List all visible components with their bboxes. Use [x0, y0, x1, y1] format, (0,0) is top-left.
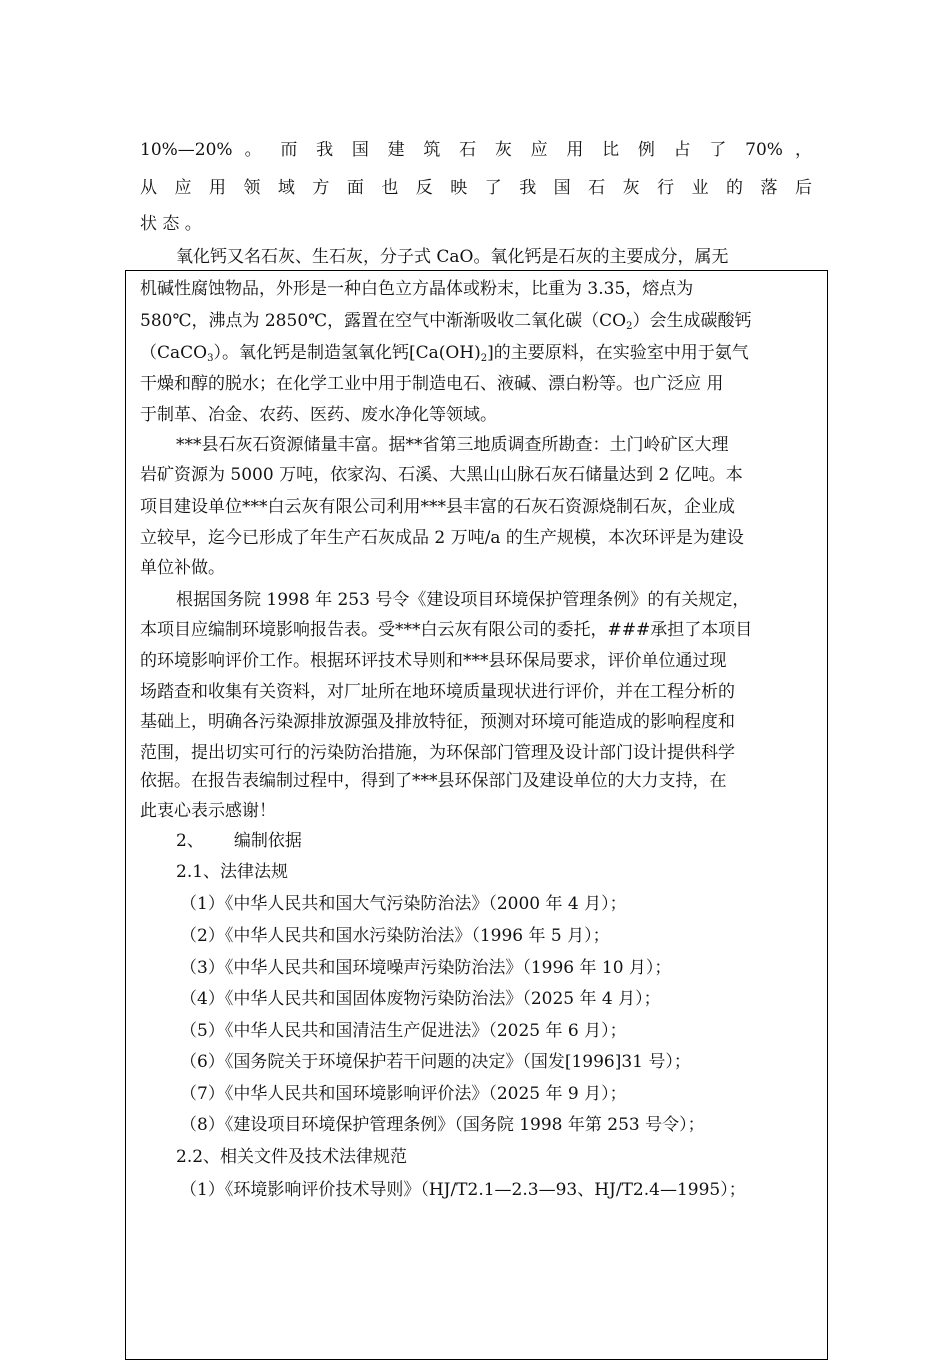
subsection-heading: 2.1、法律法规	[176, 862, 289, 882]
paragraph-line: 580℃，沸点为 2850℃，露置在空气中渐渐吸收二氧化碳$(CO_2)$会生成碳酸钙	[140, 311, 752, 332]
paragraph-line: 场踏查和收集有关资料，对厂址所在地环境质量现状进行评价，并在工程分析的	[140, 682, 735, 702]
paragraph-line: （CaCO$_3$）。氧化钙是制造氢氧化钙$[Ca(OH)_2]$的主要原料，在实验室中用于氨气	[140, 343, 749, 364]
section-heading: 2、 编制依据	[176, 831, 302, 851]
paragraph-line: 项目建设单位***白云灰有限公司利用***县丰富的石灰石资源烧制石灰，企业成	[140, 497, 735, 517]
paragraph-line: 根据国务院 1998 年 253 号令《建设项目环境保护管理条例》的有关规定，	[176, 590, 750, 610]
paragraph-line: 机碱性腐蚀物品，外形是一种白色立方晶体或粉末，比重为 3.35，熔点为	[140, 279, 694, 299]
list-item: （8）《建设项目环境保护管理条例》（国务院 1998 年第 253 号令）；	[180, 1115, 705, 1135]
paragraph-line: 氧化钙又名石灰、生石灰，分子式 CaO。氧化钙是石灰的主要成分，属无	[176, 247, 729, 267]
text-line: 状 态 。	[140, 214, 202, 234]
list-item: （1）《中华人民共和国大气污染防治法》（2000 年 4 月）；	[180, 894, 627, 914]
text-line: 从 应 用 领 域 方 面 也 反 映 了 我 国 石 灰 行 业 的 落 后	[140, 178, 812, 198]
subsection-heading: 2.2、相关文件及技术法律规范	[176, 1147, 408, 1167]
list-item: （3）《中华人民共和国环境噪声污染防治法》（1996 年 10 月）；	[180, 958, 672, 978]
paragraph-line: 于制革、冶金、农药、医药、废水净化等领域。	[140, 405, 497, 425]
paragraph-line: 单位补做。	[140, 558, 225, 578]
list-item: （5）《中华人民共和国清洁生产促进法》（2025 年 6 月）；	[180, 1021, 627, 1041]
paragraph-line: 干燥和醇的脱水；在化学工业中用于制造电石、液碱、漂白粉等。也广泛应 用	[140, 374, 724, 394]
list-item: （7）《中华人民共和国环境影响评价法》（2025 年 9 月）；	[180, 1084, 627, 1104]
paragraph-line: 岩矿资源为 5000 万吨，依家沟、石溪、大黑山山脉石灰石储量达到 2 亿吨。本	[140, 465, 743, 485]
paragraph-line: 依据。在报告表编制过程中，得到了***县环保部门及建设单位的大力支持，在	[140, 771, 727, 791]
list-item: （2）《中华人民共和国水污染防治法》（1996 年 5 月）；	[180, 926, 610, 946]
paragraph-line: 范围，提出切实可行的污染防治措施，为环保部门管理及设计部门设计提供科学	[140, 743, 735, 763]
text-line: 10%—20% 。 而 我 国 建 筑 石 灰 应 用 比 例 占 了 70% ，	[140, 140, 812, 160]
paragraph-line: 本项目应编制环境影响报告表。受***白云灰有限公司的委托，###承担了本项目	[140, 620, 753, 640]
paragraph-line: ***县石灰石资源储量丰富。据**省第三地质调查所勘查：土门岭矿区大理	[176, 435, 729, 455]
paragraph-line: 此衷心表示感谢！	[140, 801, 276, 821]
list-item: （4）《中华人民共和国固体废物污染防治法》（2025 年 4 月）；	[180, 989, 661, 1009]
list-item: （6）《国务院关于环境保护若干问题的决定》（国发[1996]31 号）；	[180, 1052, 691, 1072]
paragraph-line: 的环境影响评价工作。根据环评技术导则和***县环保局要求，评价单位通过现	[140, 651, 727, 671]
paragraph-line: 立较早，迄今已形成了年生产石灰成品 2 万吨/a 的生产规模，本次环评是为建设	[140, 528, 744, 548]
paragraph-line: 基础上，明确各污染源排放源强及排放特征，预测对环境可能造成的影响程度和	[140, 712, 735, 732]
list-item: （1）《环境影响评价技术导则》（HJ/T2.1—2.3—93、HJ/T2.4—1995）；	[180, 1180, 746, 1200]
